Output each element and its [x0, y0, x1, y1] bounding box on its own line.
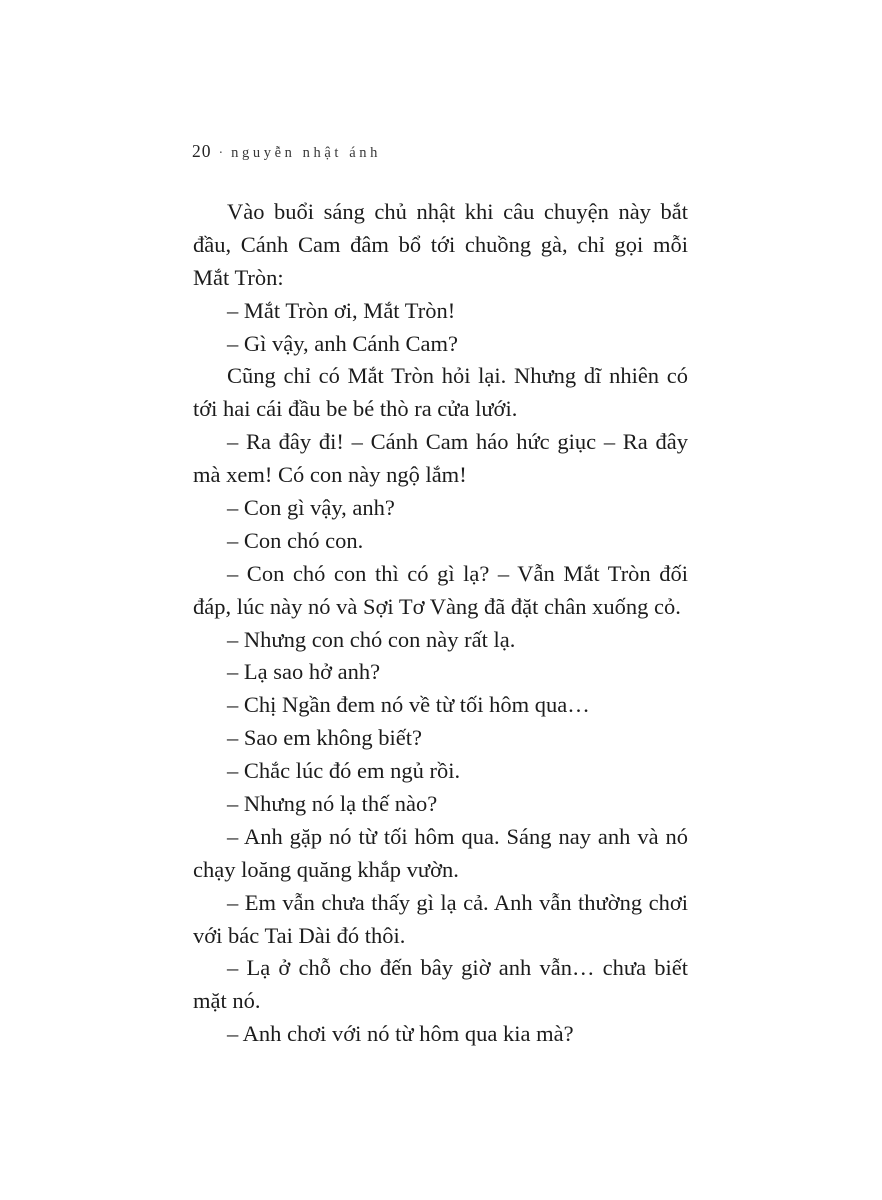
text-line: – Gì vậy, anh Cánh Cam?	[227, 330, 458, 356]
paragraph	[193, 525, 688, 558]
text-line: Mắt Tròn:	[193, 264, 284, 290]
paragraph	[193, 196, 688, 295]
paragraph	[193, 328, 688, 361]
paragraph	[193, 1018, 688, 1051]
text-line: – Anh chơi với nó từ hôm qua kia mà?	[227, 1021, 574, 1047]
paragraph	[193, 624, 688, 657]
text-line: – Mắt Tròn ơi, Mắt Tròn!	[227, 297, 456, 323]
text-line: – Nhưng nó lạ thế nào?	[227, 791, 438, 817]
text-line: – Lạ sao hở anh?	[227, 659, 381, 685]
page-number: 20	[192, 141, 212, 161]
body-text	[193, 196, 688, 1051]
paragraph	[193, 360, 688, 426]
text-line: – Ra đây đi! – Cánh Cam háo hức giục – Ra đây	[227, 429, 688, 455]
paragraph	[193, 788, 688, 821]
text-line: – Nhưng con chó con này rất lạ.	[227, 626, 516, 652]
author-name: nguyễn nhật ánh	[231, 145, 382, 161]
paragraph	[193, 295, 688, 328]
paragraph	[193, 689, 688, 722]
paragraph	[193, 887, 688, 953]
text-line: – Con chó con thì có gì lạ? – Vẫn Mắt Tròn đối	[227, 560, 688, 586]
text-line: mặt nó.	[193, 988, 261, 1014]
text-line: – Anh gặp nó từ tối hôm qua. Sáng nay anh và nó	[227, 823, 688, 849]
text-line: – Lạ ở chỗ cho đến bây giờ anh vẫn… chưa biết	[227, 955, 688, 981]
text-line: – Em vẫn chưa thấy gì lạ cả. Anh vẫn thường chơi	[227, 889, 688, 915]
paragraph	[193, 952, 688, 1018]
header-separator-dot: ·	[218, 146, 224, 161]
text-line: Vào buổi sáng chủ nhật khi câu chuyện này bắt	[227, 199, 688, 224]
text-line: – Con chó con.	[227, 527, 364, 553]
text-line: – Sao em không biết?	[227, 725, 422, 751]
text-line: – Chị Ngần đem nó về từ tối hôm qua…	[227, 692, 590, 718]
text-line: mà xem! Có con này ngộ lắm!	[193, 462, 467, 488]
text-line: tới hai cái đầu be bé thò ra cửa lưới.	[193, 396, 518, 422]
text-line: đầu, Cánh Cam đâm bổ tới chuồng gà, chỉ gọi mỗi	[193, 231, 688, 257]
paragraph	[193, 426, 688, 492]
paragraph	[193, 492, 688, 525]
paragraph	[193, 722, 688, 755]
paragraph	[193, 755, 688, 788]
text-line: – Chắc lúc đó em ngủ rồi.	[227, 758, 461, 784]
paragraph	[193, 558, 688, 624]
text-line: Cũng chỉ có Mắt Tròn hỏi lại. Nhưng dĩ nhiên có	[227, 363, 688, 389]
paragraph	[193, 656, 688, 689]
text-line: chạy loăng quăng khắp vườn.	[193, 856, 459, 882]
text-line: đáp, lúc này nó và Sợi Tơ Vàng đã đặt chân xuống cỏ.	[193, 593, 681, 619]
text-line: – Con gì vậy, anh?	[227, 495, 395, 521]
paragraph	[193, 821, 688, 887]
text-line: với bác Tai Dài đó thôi.	[193, 922, 406, 948]
running-header	[192, 140, 381, 165]
